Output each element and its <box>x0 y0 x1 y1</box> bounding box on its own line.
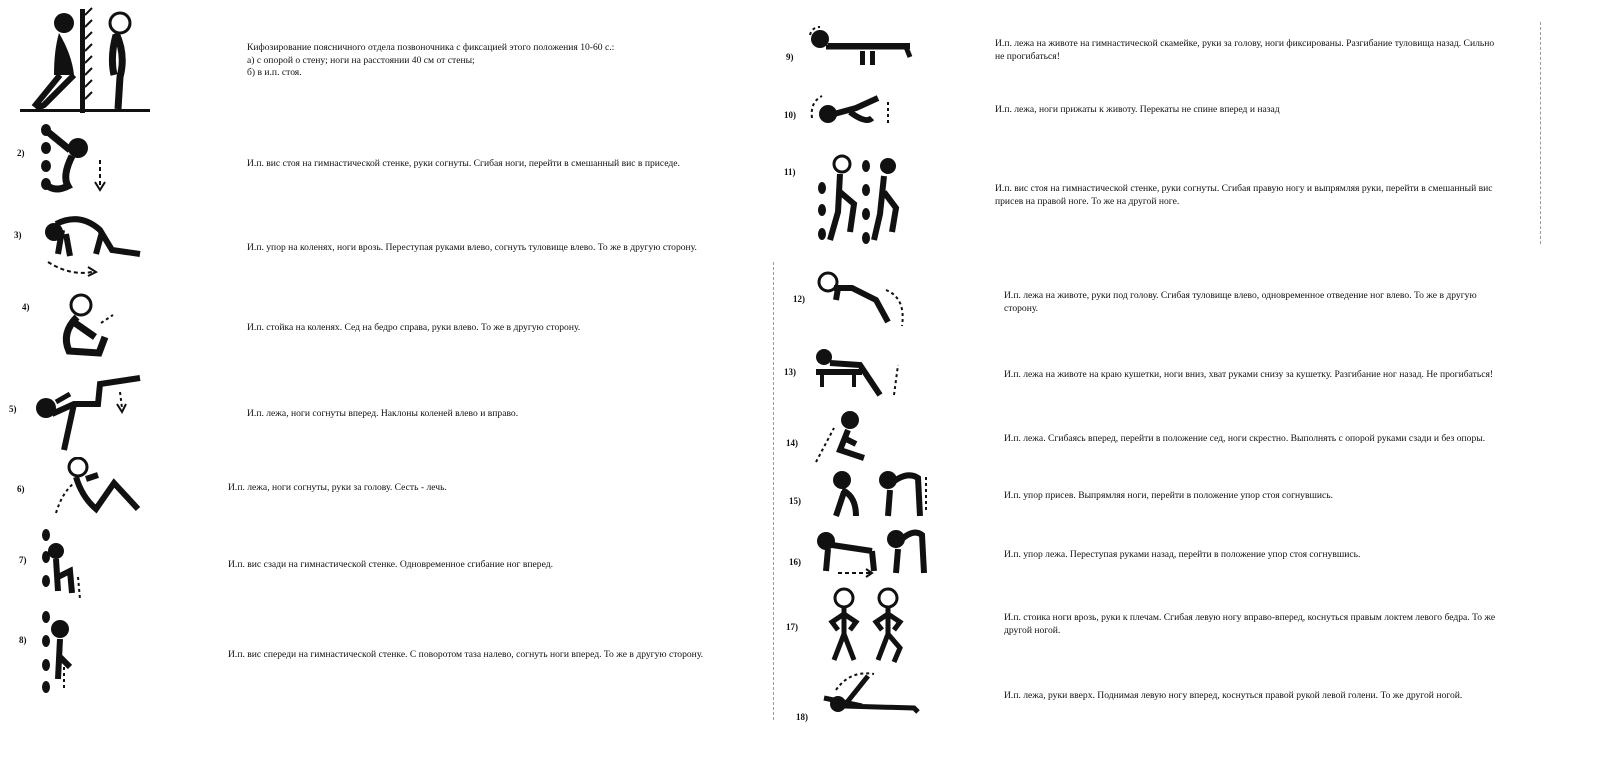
exercise-number: 11) <box>784 167 796 177</box>
exercise-figure-16 <box>812 525 932 580</box>
exercise-number: 9) <box>786 52 794 62</box>
exercise-text <box>1004 690 1534 703</box>
exercise-text <box>995 183 1535 208</box>
exercise-text <box>1004 549 1534 562</box>
text-line: другой ногой. <box>1004 624 1061 636</box>
text-line: И.п. вис сзади на гимнастической стенке. Одновременное сгибание ног вперед. <box>228 559 554 570</box>
exercise-figure-2 <box>34 120 114 202</box>
exercise-figure-6 <box>52 457 142 515</box>
text-line: И.п. стойка на коленях. Сед на бедро справа, руки влево. То же в другую сторону. <box>247 322 581 333</box>
exercise-text <box>1004 369 1534 382</box>
exercise-number: 3) <box>14 230 22 240</box>
exercise-number: 14) <box>786 438 798 448</box>
text-line: И.п. вис стоя на гимнастической стенке, руки согнуты. Сгибая правую ногу и выпрямляя руки, перейти в смешанный вис <box>995 183 1493 194</box>
exercise-figure-14 <box>810 408 870 466</box>
text-line: присев на правой ноге. То же на другой ноге. <box>995 195 1180 207</box>
exercise-figure-9 <box>806 25 916 75</box>
text-line: И.п. лежа на животе на гимнастической скамейке, руки за голову, ноги фиксированы. Разгибание туловища назад. Сильно <box>995 38 1495 49</box>
exercise-text <box>247 242 767 255</box>
exercise-text <box>228 482 748 495</box>
text-line: И.п. лежа, руки вверх. Поднимая левую ногу вперед, коснуться правой рукой левой голени. То же другой ногой. <box>1004 690 1463 701</box>
exercise-text <box>228 649 748 662</box>
text-line: И.п. лежа на животе на краю кушетки, ноги вниз, хват руками снизу за кушетку. Разгибание ног назад. Не прогибаться! <box>1004 369 1494 380</box>
exercise-text <box>247 158 767 171</box>
text-line: И.п. лежа, ноги согнуты, руки за голову. Сесть - лечь. <box>228 482 447 493</box>
text-line: И.п. упор на коленях, ноги врозь. Переступая руками влево, согнуть туловище влево. То же в другую сторону. <box>247 242 697 253</box>
exercise-figure-12 <box>812 262 912 332</box>
exercise-text <box>228 559 748 572</box>
exercise-figure-13 <box>812 345 907 403</box>
text-line: И.п. вис стоя на гимнастической стенке, руки согнуты. Сгибая ноги, перейти в смешанный вис в приседе. <box>247 158 680 169</box>
exercise-text <box>995 104 1535 117</box>
text-line: И.п. лежа на животе, руки под голову. Сгибая туловище влево, одновременное отведение ног влево. То же в другую <box>1004 290 1477 301</box>
text-line: И.п. упор лежа. Переступая руками назад, перейти в положение упор стоя согнувшись. <box>1004 549 1361 560</box>
exercise-text <box>247 408 767 421</box>
text-line: И.п. вис спереди на гимнастической стенке. С поворотом таза налево, согнуть ноги вперед. То же в другую сторону. <box>228 649 704 660</box>
exercise-number: 4) <box>22 302 30 312</box>
exercise-text <box>247 42 747 80</box>
exercise-number: 5) <box>9 404 17 414</box>
exercise-figure-5 <box>28 370 148 455</box>
column-divider <box>773 262 774 720</box>
text-line: И.п. стоика ноги врозь, руки к плечам. Сгибая левую ногу вправо-вперед, коснуться правым локтем левого бедра. То же <box>1004 612 1496 623</box>
exercise-number: 2) <box>17 148 25 158</box>
exercise-number: 13) <box>784 367 796 377</box>
exercise-figure-7 <box>38 527 88 605</box>
text-line: б) в и.п. стоя. <box>247 67 302 78</box>
text-line: И.п. лежа, ноги прижаты к животу. Перекаты не спине вперед и назад <box>995 104 1280 115</box>
exercise-text <box>1004 433 1534 446</box>
exercise-figure-4 <box>55 293 120 365</box>
exercise-figure-17 <box>824 586 914 666</box>
exercise-number: 17) <box>786 622 798 632</box>
exercise-text <box>995 38 1535 63</box>
exercise-number: 18) <box>796 712 808 722</box>
exercise-text <box>1004 612 1534 637</box>
text-line: И.п. упор присев. Выпрямляя ноги, перейти в положение упор стоя согнувшись. <box>1004 490 1334 501</box>
exercise-figure-18 <box>814 668 924 720</box>
exercise-text <box>1004 290 1534 315</box>
right-edge-divider <box>1540 22 1541 244</box>
text-line: сторону. <box>1004 302 1039 314</box>
text-line: а) с опорой о стену; ноги на расстоянии 40 см от стены; <box>247 54 475 66</box>
exercise-number: 15) <box>789 496 801 506</box>
exercise-figure-8 <box>38 607 88 697</box>
exercise-figure-1 <box>14 5 154 117</box>
exercise-text <box>1004 490 1534 503</box>
exercise-figure-15 <box>826 466 931 522</box>
text-line: И.п. лежа, ноги согнуты вперед. Наклоны коленей влево и вправо. <box>247 408 519 419</box>
exercise-figure-3 <box>40 210 145 280</box>
text-line: не прогибаться! <box>995 50 1060 62</box>
exercise-figure-11 <box>810 152 910 247</box>
exercise-figure-10 <box>806 88 896 133</box>
exercise-number: 6) <box>17 484 25 494</box>
exercise-number: 7) <box>19 555 27 565</box>
exercise-number: 8) <box>19 635 27 645</box>
text-line: И.п. лежа. Сгибаясь вперед, перейти в положение сед, ноги скрестно. Выполнять с опорой руками сзади и без опоры. <box>1004 433 1486 444</box>
exercise-text <box>247 322 767 335</box>
exercise-number: 16) <box>789 557 801 567</box>
exercise-number: 12) <box>793 294 805 304</box>
exercise-number: 10) <box>784 110 796 120</box>
text-line: Кифозирование поясничного отдела позвоночника с фиксацией этого положения 10-60 с.: <box>247 42 615 53</box>
